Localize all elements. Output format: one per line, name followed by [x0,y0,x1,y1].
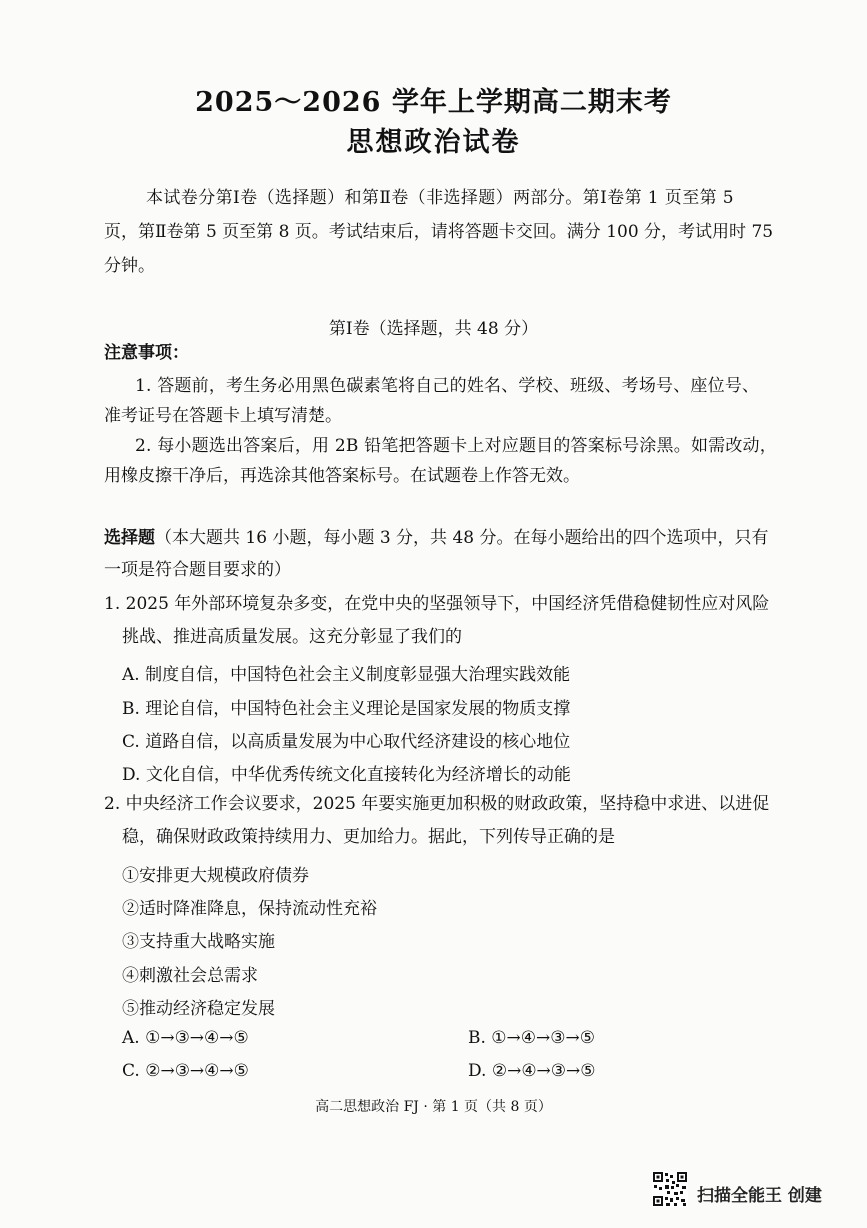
intro-line1: 本试卷分第Ⅰ卷（选择题）和第Ⅱ卷（非选择题）两部分。第Ⅰ卷第 1 页至第 5 [146,188,735,208]
question-1-option-b: B. 理论自信，中国特色社会主义理论是国家发展的物质支撑 [122,699,571,719]
question-2-stem-line2: 稳，确保财政政策持续用力、更加给力。据此，下列传导正确的是 [122,827,615,847]
question-1-stem-line2: 挑战、推进高质量发展。这充分彰显了我们的 [122,627,462,647]
choice-header-label: 选择题 [104,528,155,548]
page-title-line2: 思想政治试卷 [346,127,521,158]
question-1-stem-line1: 1. 2025 年外部环境复杂多变，在党中央的坚强领导下，中国经济凭借稳健韧性应对风险 [104,594,770,614]
notice-item2-line2: 用橡皮擦干净后，再选涂其他答案标号。在试题卷上作答无效。 [104,466,580,486]
question-2-option-b: B. ①→④→③→⑤ [468,1028,595,1048]
notice-item1-line1: 1. 答题前，考生务必用黑色碳素笔将自己的姓名、学校、班级、考场号、座位号、 [135,376,760,396]
intro-line2: 页，第Ⅱ卷第 5 页至第 8 页。考试结束后，请将答题卡交回。满分 100 分，考试用时 75 [104,222,774,242]
question-2-item-2: ②适时降准降息，保持流动性充裕 [122,899,377,919]
question-2-item-3: ③支持重大战略实施 [122,932,275,952]
question-2-item-1: ①安排更大规模政府债券 [122,866,309,886]
page-title-line1: 2025～2026 学年上学期高二期末考 [195,87,672,118]
qr-code-icon [652,1171,688,1207]
page-footer: 高二思想政治 FJ · 第 1 页（共 8 页） [315,1099,552,1115]
choice-header-line2: 一项是符合题目要求的） [104,560,291,580]
notice-item2-line1: 2. 每小题选出答案后，用 2B 铅笔把答题卡上对应题目的答案标号涂黑。如需改动， [135,436,777,456]
question-2-stem-line1: 2. 中央经济工作会议要求，2025 年要实施更加积极的财政政策，坚持稳中求进、以进促 [104,794,770,814]
question-2-item-5: ⑤推动经济稳定发展 [122,999,275,1019]
question-2-option-c: C. ②→③→④→⑤ [122,1061,249,1081]
question-2-item-4: ④刺激社会总需求 [122,966,258,986]
question-2-option-a: A. ①→③→④→⑤ [122,1028,249,1048]
choice-header-line1 [104,528,769,548]
section-title: 第Ⅰ卷（选择题，共 48 分） [328,319,539,339]
notice-item1-line2: 准考证号在答题卡上填写清楚。 [104,406,342,426]
scanner-watermark: 扫描全能王 创建 [697,1186,822,1206]
question-2-option-d: D. ②→④→③→⑤ [468,1061,596,1081]
notice-heading: 注意事项： [104,343,189,363]
question-1-option-a: A. 制度自信，中国特色社会主义制度彰显强大治理实践效能 [122,665,571,685]
choice-header-desc: （本大题共 16 小题，每小题 3 分，共 48 分。在每小题给出的四个选项中，只有 [155,528,769,548]
intro-line3: 分钟。 [104,256,155,276]
question-1-option-d: D. 文化自信，中华优秀传统文化直接转化为经济增长的动能 [122,765,571,785]
question-1-option-c: C. 道路自信，以高质量发展为中心取代经济建设的核心地位 [122,732,571,752]
